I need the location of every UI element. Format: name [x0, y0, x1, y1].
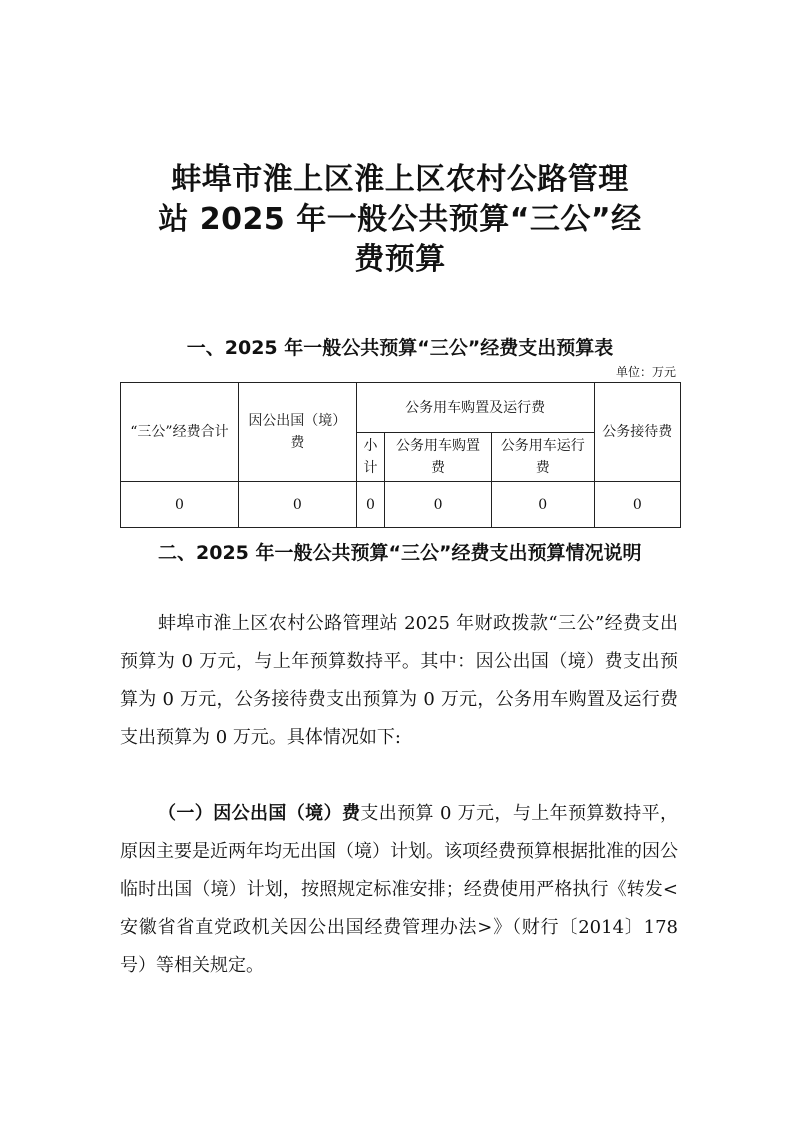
title-line-3: 费预算 — [354, 242, 446, 277]
section-1-heading: 一、2025 年一般公共预算“三公”经费支出预算表 — [186, 337, 614, 359]
title-line-1: 蚌埠市淮上区淮上区农村公路管理 — [171, 162, 629, 197]
header-vehicle-purchase: 公务用车购置费 — [385, 433, 492, 482]
header-vehicle-operation: 公务用车运行费 — [491, 433, 594, 482]
unit-label: 单位：万元 — [615, 365, 676, 379]
header-total: “三公”经费合计 — [121, 383, 239, 482]
paragraph-overseas — [120, 795, 678, 985]
paragraph-overseas-lead: （一）因公出国（境）费 — [158, 803, 361, 824]
value-reception: 0 — [594, 482, 680, 528]
section-2-heading: 二、2025 年一般公共预算“三公”经费支出预算情况说明 — [158, 542, 642, 564]
header-vehicle-group: 公务用车购置及运行费 — [356, 383, 594, 433]
table-header-row-1 — [121, 383, 681, 433]
value-overseas: 0 — [238, 482, 356, 528]
budget-table — [120, 382, 681, 528]
header-subtotal: 小计 — [356, 433, 384, 482]
title-line-2: 站 2025 年一般公共预算“三公”经 — [158, 202, 642, 237]
value-vehicle-purchase: 0 — [385, 482, 492, 528]
paragraph-overseas-text: 支出预算 0 万元，与上年预算数持平，原因主要是近两年均无出国（境）计划。该项经费预算根据批准的因公临时出国（境）计划，按照规定标准安排；经费使用严格执行《转发<安徽省省直党政机关因公出国经费管理办法>》（财行〔2014〕178 号）等相关规定。 — [120, 803, 678, 976]
header-overseas: 因公出国（境）费 — [238, 383, 356, 482]
value-subtotal: 0 — [356, 482, 384, 528]
paragraph-summary: 蚌埠市淮上区农村公路管理站 2025 年财政拨款“三公”经费支出预算为 0 万元，与上年预算数持平。其中：因公出国（境）费支出预算为 0 万元，公务接待费支出预算为 0 万元，公务用车购置及运行费支出预算为 0 万元。具体情况如下: — [120, 613, 678, 748]
document-title — [120, 160, 680, 280]
value-vehicle-operation: 0 — [491, 482, 594, 528]
value-total: 0 — [121, 482, 239, 528]
table-row — [121, 482, 681, 528]
header-reception: 公务接待费 — [594, 383, 680, 482]
